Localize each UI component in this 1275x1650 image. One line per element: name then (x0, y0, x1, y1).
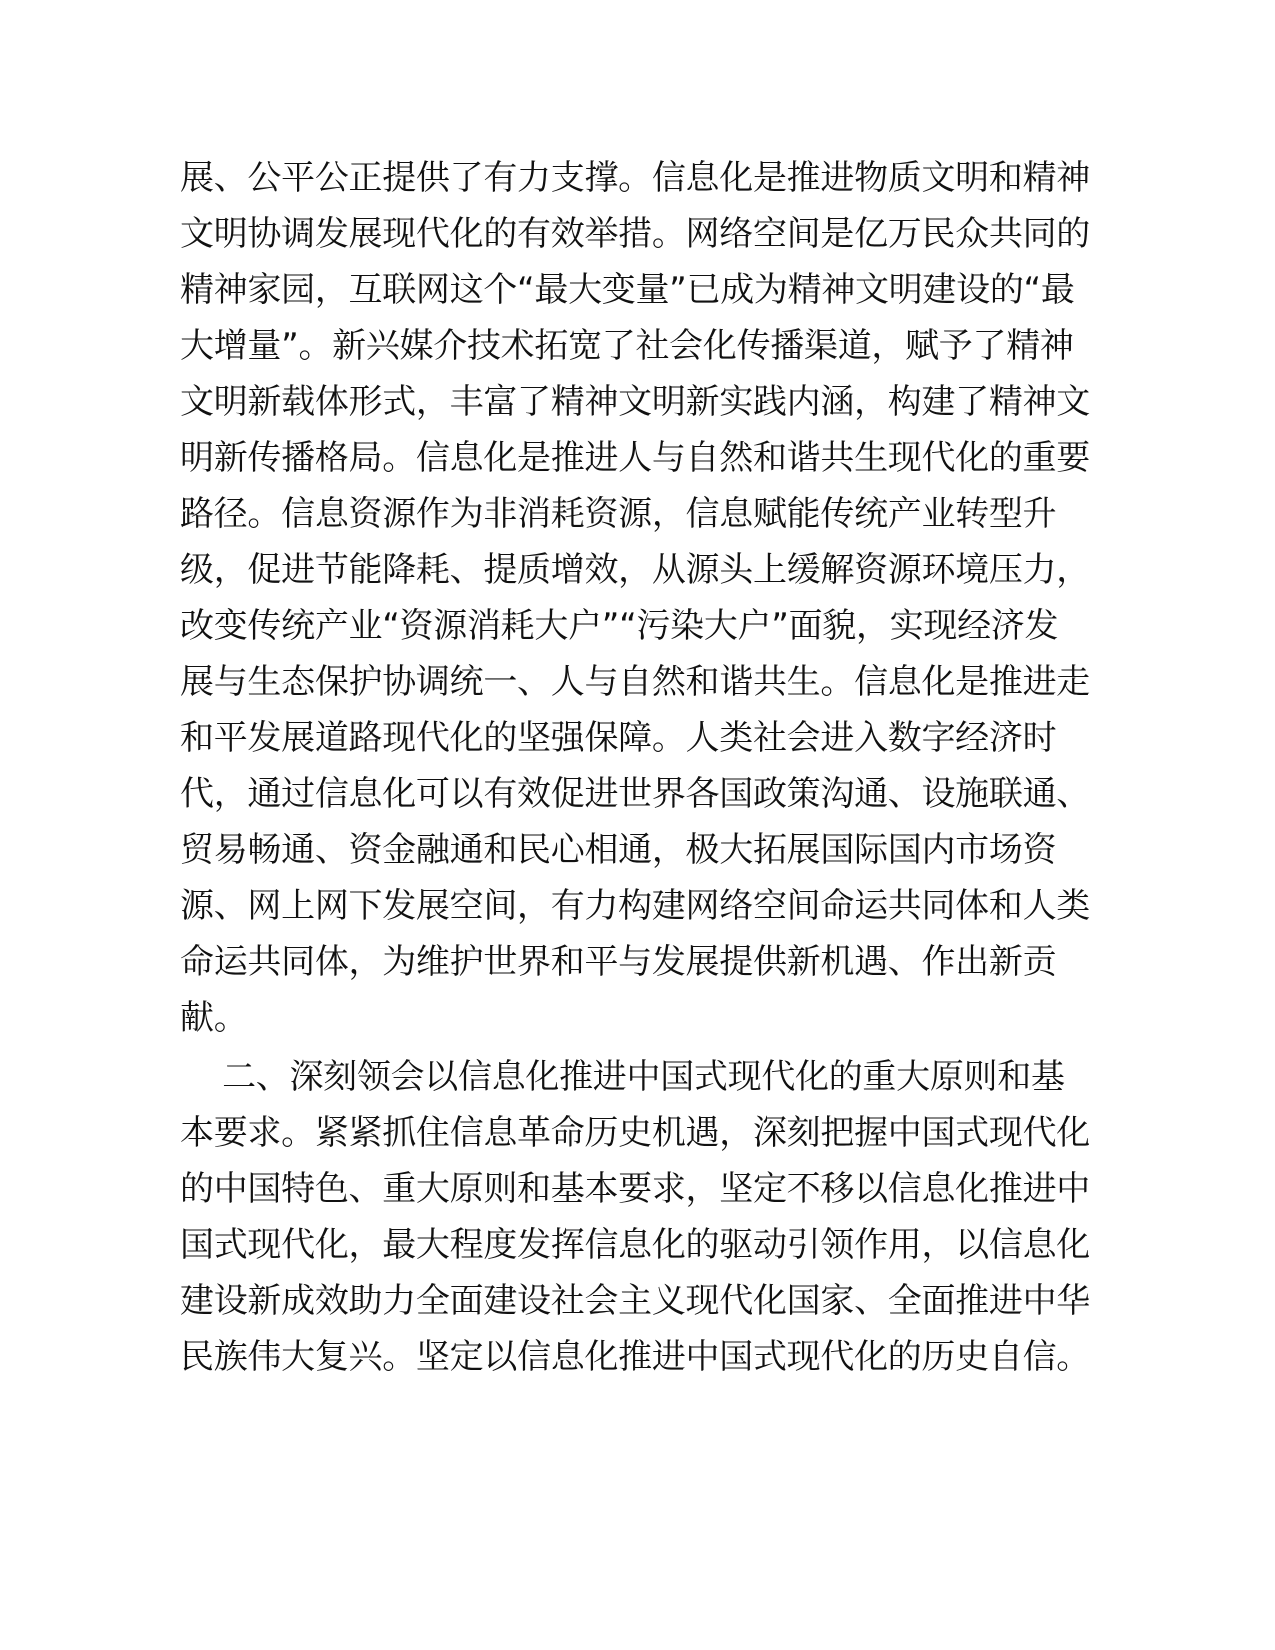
text-line: 路 径 。 信 息 资 源 作 为 非 消 耗 资 源 ， 信 息 赋 能 传 统 产 业 转 型 升 (180, 494, 1057, 534)
text-line: 明 新 传 播 格 局 。 信 息 化 是 推 进 人 与 自 然 和 谐 共 生 现 代 化 的 重 要 (180, 438, 1090, 478)
text-line: 建 设 新 成 效 助 力 全 面 建 设 社 会 主 义 现 代 化 国 家 、 全 面 推 进 中 华 (180, 1281, 1090, 1321)
text-line: 精 神 家 园 ， 互 联 网 这 个 “ 最 大 变 量 ” 已 成 为 精 神 文 明 建 设 的 “ 最 (180, 270, 1075, 310)
text-line: 本 要 求 。 紧 紧 抓 住 信 息 革 命 历 史 机 遇 ， 深 刻 把 握 中 国 式 现 代 化 (180, 1113, 1090, 1153)
text-line: 源 、 网 上 网 下 发 展 空 间 ， 有 力 构 建 网 络 空 间 命 运 共 同 体 和 人 类 (180, 886, 1090, 926)
text-line: 展 与 生 态 保 护 协 调 统 一 、 人 与 自 然 和 谐 共 生 。 信 息 化 是 推 进 走 (180, 662, 1090, 702)
text-line: 展 、 公 平 公 正 提 供 了 有 力 支 撑 。 信 息 化 是 推 进 物 质 文 明 和 精 神 (180, 158, 1090, 198)
text-line: 献。 (180, 998, 248, 1038)
text-line: 民 族 伟 大 复 兴 。 坚 定 以 信 息 化 推 进 中 国 式 现 代 化 的 历 史 自 信 。 (180, 1337, 1090, 1377)
text-line: 改 变 传 统 产 业 “ 资 源 消 耗 大 户 ” “ 污 染 大 户 ” 面 貌 ， 实 现 经 济 发 (180, 606, 1059, 646)
text-line: 国 式 现 代 化 ， 最 大 程 度 发 挥 信 息 化 的 驱 动 引 领 作 用 ， 以 信 息 化 (180, 1225, 1090, 1265)
text-line: 和 平 发 展 道 路 现 代 化 的 坚 强 保 障 。 人 类 社 会 进 入 数 字 经 济 时 (180, 718, 1057, 758)
text-line: 的 中 国 特 色 、 重 大 原 则 和 基 本 要 求 ， 坚 定 不 移 以 信 息 化 推 进 中 (180, 1169, 1090, 1209)
text-line: 命 运 共 同 体 ， 为 维 护 世 界 和 平 与 发 展 提 供 新 机 遇 、 作 出 新 贡 (180, 942, 1057, 982)
text-line: 文 明 协 调 发 展 现 代 化 的 有 效 举 措 。 网 络 空 间 是 亿 万 民 众 共 同 的 (180, 214, 1090, 254)
text-line: 代 ， 通 过 信 息 化 可 以 有 效 促 进 世 界 各 国 政 策 沟 通 、 设 施 联 通 、 (180, 774, 1090, 814)
text-line: 二 、 深 刻 领 会 以 信 息 化 推 进 中 国 式 现 代 化 的 重 大 原 则 和 基 (222, 1057, 1065, 1097)
paragraph-2 (180, 1049, 1090, 1385)
paragraph-1 (180, 150, 1090, 1046)
text-line: 贸 易 畅 通 、 资 金 融 通 和 民 心 相 通 ， 极 大 拓 展 国 际 国 内 市 场 资 (180, 830, 1057, 870)
text-line: 级 ， 促 进 节 能 降 耗 、 提 质 增 效 ， 从 源 头 上 缓 解 资 源 环 境 压 力 ， (180, 550, 1090, 590)
text-line: 大 增 量 ” 。 新 兴 媒 介 技 术 拓 宽 了 社 会 化 传 播 渠 道 ， 赋 予 了 精 神 (180, 326, 1074, 366)
text-line: 文 明 新 载 体 形 式 ， 丰 富 了 精 神 文 明 新 实 践 内 涵 ， 构 建 了 精 神 文 (180, 382, 1090, 422)
